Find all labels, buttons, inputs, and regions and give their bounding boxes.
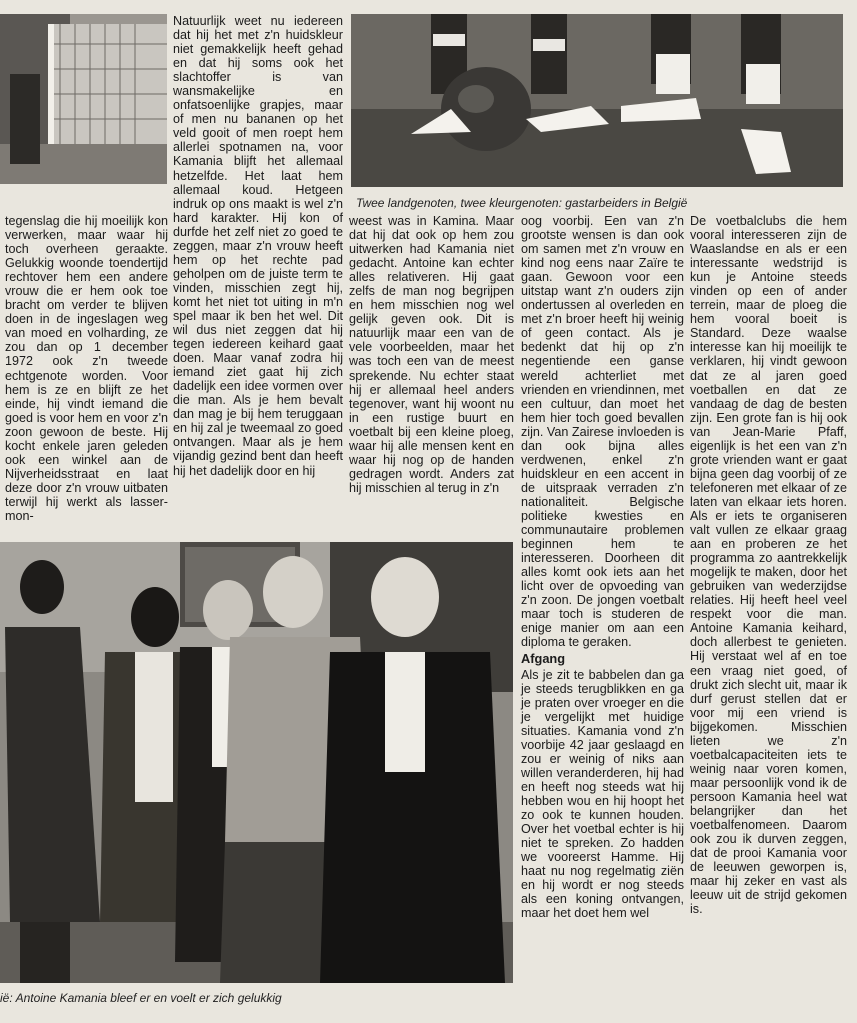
third-column-text-a: oog voorbij. Een van z'n grootste wensen is dan ook om samen met z'n vrouw en kind nog eens naar Zaïre te gaan. Gewoon voor een uitstap want z'n ouders zijn ondertussen al overleden en met z'n broer heeft hij weinig of geen contact. Als je bedenkt dat hij op z'n negentiende een ganse wereld achterliet met vrienden en vriendinnen, met een cultuur, dan moet het hem hier toch goed bevallen zijn. Van Zairese invloeden is dan ook bijna alles verdwenen, enkel z'n huidskleur en een accent in de uitspraak verraden z'n nationaliteit. Belgische politieke kwesties en communautaire problemen beginnen hem te interesseren. Doorheen dit alles komt ook iets aan het licht over de opvoeding van z'n zoon. De jongen voetbalt maar toch is studeren de enige manier om aan een diploma te geraken. xyxy=(521,214,684,650)
top-left-photo xyxy=(0,14,167,184)
section-heading-afgang: Afgang xyxy=(521,651,566,667)
middle-column xyxy=(349,214,514,495)
intro-text: Natuurlijk weet nu iedereen dat hij het met z'n huidskleur niet gemakkelijk heeft gehad en dat hij soms ook het slachtoffer is van wansmakelijke en onfatsoenlijke grapjes, maar of men nu bananen op het veld gooit of men roept hem allerlei spotnamen na, voor Kamania blijft het allemaal hetzelfde. Het laat hem allemaal koud. Hetgeen indruk op ons maakt is wel z'n hard karakter. Hij kon of durfde het zelf niet zo goed te zeggen, maar z'n vrouw heeft hem op het rechte pad geholpen om de juiste term te vinden, misschien zegt hij, komt het niet tot uiting in m'n spel maar ik ben het wel. Dit wil dus niet zeggen dat hij tegen iedereen keihard gaat doen. Maar vanaf zodra hij iemand ziet gaat hij zich dadelijk een idee vormen over die man. Als je hem bevalt dan mag je bij hem teruggaan en hij zal je tweemaal zo goed ontvangen. Maar als je hem vijandig gezind bent dan heeft hij het dadelijk door en hij xyxy=(173,14,343,478)
third-column-text-b: Als je zit te babbelen dan ga je steeds terugblikken en ga je praten over vroeger en die je vergelijkt met huidige situaties. Kamania vond z'n voorbije 42 jaar geslaagd en zou er weinig of niks aan willen veranderderen, hij had en heeft nog steeds wat hij hebben wou en hij hoopt het zo ook te kunnen houden. Over het voetbal echter is hij niet te spreken. Zo hadden we vooreerst Hamme. Hij haat nu nog regelmatig ziën en hij wordt er nog steeds als een koning ontvangen, maar het doet hem wel xyxy=(521,667,684,921)
top-right-photo xyxy=(351,14,843,187)
left-column-text: tegenslag die hij moeilijk kon verwerken, maar waar hij toch overheen geraakte. Gelukkig woonde toendertijd rechtover hem een andere vrouw die er hem ook toe bracht om verder te blijven doen in de ingeslagen weg van moed en volharding, ze zou dan op 1 december 1972 ook z'n tweede echtgenote worden. Voor hem is ze en blijft ze het einde, hij vindt iemand die goed is voor hem en voor z'n zoon gewoon de beste. Hij kocht enkele jaren geleden ook een winkel aan de Nijverheidsstraat en laat deze door z'n vrouw uitbaten terwijl hij werkt als lasser-mon- xyxy=(5,214,168,523)
right-column xyxy=(690,214,847,916)
third-column xyxy=(521,214,684,920)
middle-column-text: weest was in Kamina. Maar dat hij dat ook op hem zou uitwerken had Kamania niet gedacht. Antoine kan echter alles relativeren. Hij gaat zelfs de man nog begrijpen en hem misschien nog wel gelijk geven ook. Dit is natuurlijk maar een van de vele voorbeelden, maar het was toch een van de meest sprekende. Nu echter staat hij er allemaal heel anders tegenover, want hij woont nu in een rustige buurt en voetbalt bij een kleine ploeg, waar hij alle mensen kent en waar hij nog op de handen gedragen wordt. Anders zat hij misschien al terug in z'n xyxy=(349,214,514,495)
left-column xyxy=(5,214,168,523)
intro-column xyxy=(173,14,343,478)
right-column-text: De voetbalclubs die hem vooral interesseren zijn de Waaslandse en als er een interessante wedstrijd is kun je Antoine steeds vinden op een of ander terrein, maar de ploeg die hem vooral boeit is Standard. Deze waalse interesse kan hij moeilijk te verklaren, hij vindt gewoon dat ze al jaren goed voetballen en dat ze vandaag de dag de besten zijn. Een grote fan is hij ook van Jean-Marie Pfaff, eigenlijk is het een van z'n grote vrienden want er gaat bijna geen dag voorbij of ze telefoneren met elkaar of ze laten van elkaar iets horen. Als er iets te organiseren valt vullen ze elkaar graag aan en proberen ze het programma zo aantrekkelijk mogelijk te maken, door het gebruiken van wederzijdse relaties. Hij heeft heel veel respekt voor die man. Antoine Kamania keihard, doch allerbest te genieten. Hij verstaat wel af en toe een vraag niet goed, of drukt zich slecht uit, maar ik durf gerust stellen dat er voor mij een vriend is bijgekomen. Misschien lieten we z'n voetbalcapaciteiten iets te weinig naar voren komen, maar persoonlijk vond ik de persoon Kamania heel wat belangrijker dan het voetbalfenomeen. Daarom ook zou ik durven zeggen, dat de prooi Kamania voor de leeuwen geworpen is, maar hij zeker en vast als leeuw uit de strijd gekomen is. xyxy=(690,214,847,917)
group-photo xyxy=(0,542,513,983)
group-photo-caption: ië: Antoine Kamania bleef er en voelt er zich gelukkig xyxy=(0,991,282,1005)
top-photo-caption: Twee landgenoten, twee kleurgenoten: gastarbeiders in België xyxy=(356,196,688,210)
